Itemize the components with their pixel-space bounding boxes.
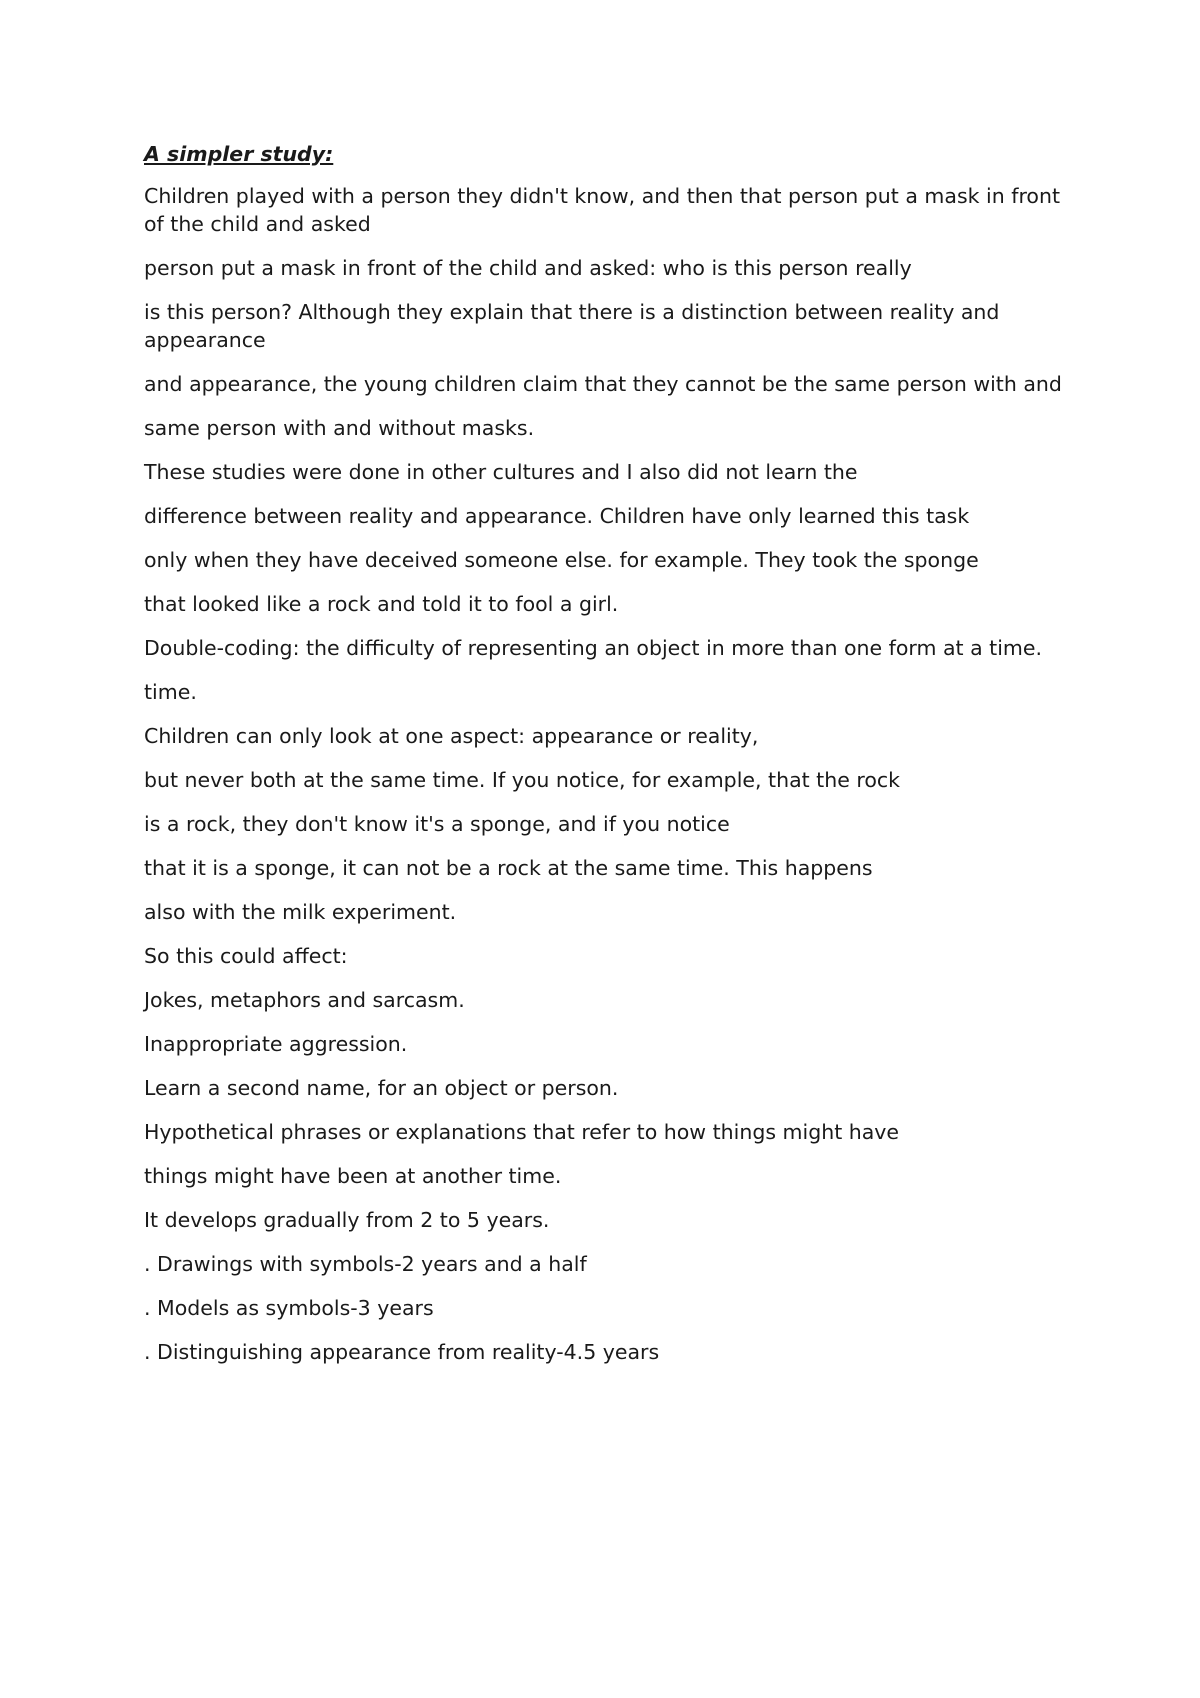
- paragraph-26: . Distinguishing appearance from reality-4.5 years: [144, 1340, 660, 1364]
- paragraph-2: person put a mask in front of the child and asked: who is this person really: [144, 256, 912, 280]
- section-heading: A simpler study:: [144, 142, 334, 166]
- paragraph-25: . Models as symbols-3 years: [144, 1296, 434, 1320]
- paragraph-23: It develops gradually from 2 to 5 years.: [144, 1208, 550, 1232]
- paragraph-5: same person with and without masks.: [144, 416, 535, 440]
- paragraph-19: Inappropriate aggression.: [144, 1032, 408, 1056]
- paragraph-1: Children played with a person they didn't know, and then that person put a mask in front of the child and asked: [144, 184, 1061, 236]
- paragraph-21: Hypothetical phrases or explanations that refer to how things might have: [144, 1120, 900, 1144]
- paragraph-18: Jokes, metaphors and sarcasm.: [144, 988, 465, 1012]
- paragraph-7: difference between reality and appearance. Children have only learned this task: [144, 504, 970, 528]
- paragraph-10: Double-coding: the difficulty of representing an object in more than one form at a time.: [144, 636, 1043, 660]
- paragraph-20: Learn a second name, for an object or person.: [144, 1076, 619, 1100]
- paragraph-11: time.: [144, 680, 197, 704]
- paragraph-24: . Drawings with symbols-2 years and a half: [144, 1252, 587, 1276]
- paragraph-22: things might have been at another time.: [144, 1164, 562, 1188]
- paragraph-9: that looked like a rock and told it to fool a girl.: [144, 592, 619, 616]
- document-body: [144, 140, 1064, 1382]
- paragraph-6: These studies were done in other cultures and I also did not learn the: [144, 460, 858, 484]
- paragraph-8: only when they have deceived someone else. for example. They took the sponge: [144, 548, 979, 572]
- paragraph-15: that it is a sponge, it can not be a rock at the same time. This happens: [144, 856, 873, 880]
- paragraph-3: is this person? Although they explain that there is a distinction between reality and appearance: [144, 300, 1000, 352]
- paragraph-4: and appearance, the young children claim that they cannot be the same person with and: [144, 372, 1062, 396]
- paragraph-17: So this could affect:: [144, 944, 348, 968]
- paragraph-16: also with the milk experiment.: [144, 900, 457, 924]
- paragraph-13: but never both at the same time. If you notice, for example, that the rock: [144, 768, 901, 792]
- paragraph-14: is a rock, they don't know it's a sponge, and if you notice: [144, 812, 730, 836]
- paragraph-12: Children can only look at one aspect: appearance or reality,: [144, 724, 759, 748]
